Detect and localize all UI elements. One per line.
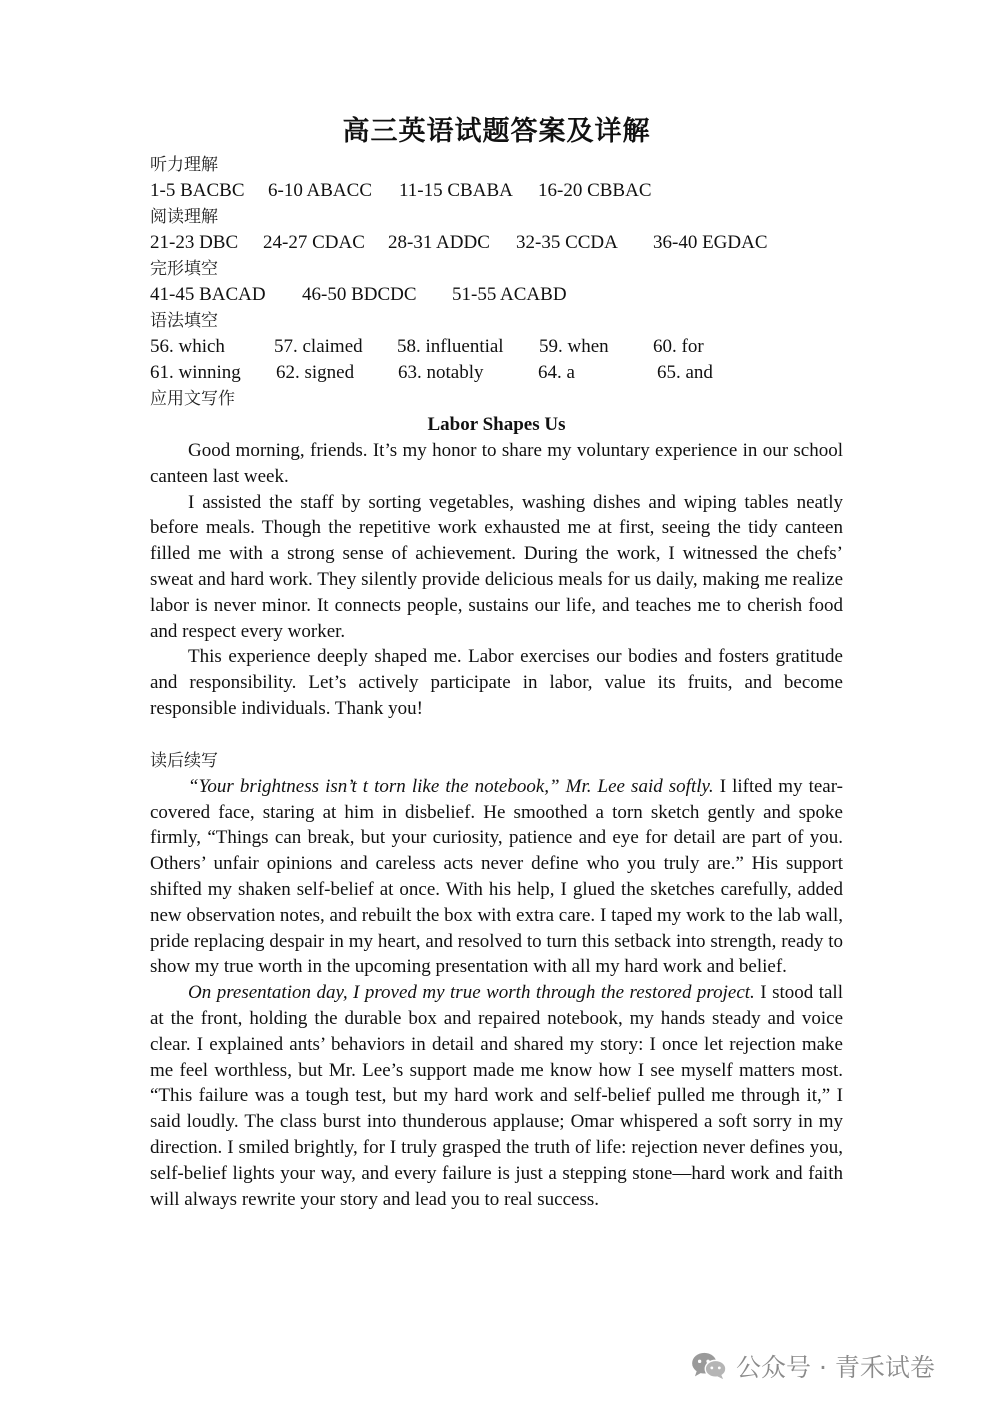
grammar-answer: 65. and — [657, 362, 713, 383]
story-paragraph — [150, 774, 843, 980]
grammar-answer: 59. when — [539, 336, 609, 357]
answer-group: 51-55 ACABD — [452, 284, 567, 305]
section-label-practical-writing: 应用文写作 — [150, 389, 235, 409]
grammar-answers-row — [150, 334, 843, 360]
cloze-answers — [150, 282, 843, 308]
answer-group: 36-40 EGDAC — [653, 232, 768, 253]
page-title: 高三英语试题答案及详解 — [342, 116, 651, 146]
grammar-answer: 57. claimed — [274, 336, 363, 357]
answer-group: 41-45 BACAD — [150, 284, 266, 305]
wechat-icon — [690, 1351, 728, 1381]
section-label-reading: 阅读理解 — [150, 207, 218, 227]
grammar-answer: 56. which — [150, 336, 225, 357]
section-label-cloze: 完形填空 — [150, 259, 218, 279]
essay-paragraph: This experience deeply shaped me. Labor exercises our bodies and fosters gratitude and responsibility. Let’s actively participate in labor, value its fruits, and become responsible individuals. Thank you! — [150, 646, 843, 719]
answer-group: 6-10 ABACC — [268, 180, 372, 201]
story-paragraph — [150, 980, 843, 1212]
answer-group: 21-23 DBC — [150, 232, 239, 253]
answer-group: 1-5 BACBC — [150, 180, 245, 201]
paragraph-lead-sentence: On presentation day, I proved my true worth through the restored project. — [188, 982, 755, 1004]
answer-group: 32-35 CCDA — [516, 232, 618, 253]
paragraph-body: I lifted my tear-covered face, staring at him in disbelief. He smoothed a torn sketch gently and spoke firmly, “Things can break, but your curiosity, patience and eye for detail are part of you. Others’ unfair opinions and careless acts never define who you truly are.” His support shifted my shaken self-belief at once. With his help, I glued the sketches carefully, added new observation notes, and rebuilt the box with extra care. I taped my work to the lab wall, pride replacing despair in my heart, and resolved to turn this setback into strength, ready to show my true worth in the upcoming presentation with all my hard work and belief. — [150, 775, 844, 978]
grammar-answer: 62. signed — [276, 362, 355, 383]
grammar-answer: 64. a — [538, 362, 575, 383]
paragraph-lead-sentence: “Your brightness isn’t t torn like the notebook,” Mr. Lee said softly. — [188, 775, 714, 797]
watermark-text: 公众号 · 青禾试卷 — [736, 1353, 935, 1382]
grammar-answers-row — [150, 360, 843, 386]
answer-group: 11-15 CBABA — [399, 180, 513, 201]
answer-group: 16-20 CBBAC — [538, 180, 652, 201]
watermark — [690, 1348, 935, 1384]
answer-group: 24-27 CDAC — [263, 232, 365, 253]
grammar-answer: 60. for — [653, 336, 704, 357]
essay-paragraph: Good morning, friends. It’s my honor to share my voluntary experience in our school canteen last week. — [150, 440, 843, 487]
listening-answers — [150, 178, 843, 204]
answer-group: 28-31 ADDC — [388, 232, 490, 253]
answer-sheet — [150, 112, 843, 1212]
grammar-answer: 61. winning — [150, 362, 241, 383]
essay-paragraph: I assisted the staff by sorting vegetables, washing dishes and wiping tables neatly before meals. Though the repetitive work exhausted me at first, seeing the tidy canteen filled me with a strong sense of achievement. During the work, I witnessed the chefs’ sweat and hard work. They silently provide delicious meals for us daily, making me realize labor is never minor. It connects people, sustains our life, and teaches me to cherish food and respect every worker. — [150, 491, 843, 642]
section-label-listening: 听力理解 — [150, 155, 218, 175]
grammar-answer: 63. notably — [398, 362, 484, 383]
answer-group: 46-50 BDCDC — [302, 284, 417, 305]
section-label-continuation-writing: 读后续写 — [150, 750, 218, 771]
paragraph-body: I stood tall at the front, holding the durable box and repaired notebook, my hands steady and voice clear. I explained ants’ behaviors in detail and shared my story: I once let rejection make me feel worthless, but Mr. Lee’s support made me know how I see myself matters most. “This failure was a tough test, but my hard work and self-belief pulled me through it,” I said loudly. The class burst into thunderous applause; Omar whispered a soft sorry in my direction. I smiled brightly, for I truly grasped the truth of life: rejection never defines you, self-belief lights your way, and every failure is just a stepping stone—hard work and faith will always rewrite your story and lead you to real success. — [150, 982, 843, 1210]
essay-title: Labor Shapes Us — [427, 414, 566, 435]
reading-answers — [150, 230, 843, 256]
section-label-grammar: 语法填空 — [150, 311, 218, 331]
grammar-answer: 58. influential — [397, 336, 504, 357]
